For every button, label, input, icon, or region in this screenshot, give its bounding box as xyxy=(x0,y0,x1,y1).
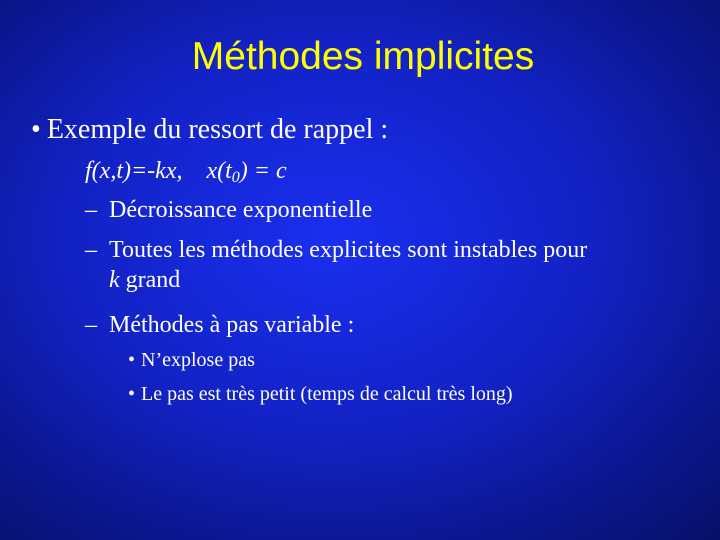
formula-right-prefix: x(t xyxy=(206,158,232,184)
subitem-continuation-text: grand xyxy=(119,267,181,293)
formula-right-suffix: ) = c xyxy=(239,158,287,184)
subitem-text: Décroissance exponentielle xyxy=(109,197,373,223)
subsubitem-text: N’explose pas xyxy=(141,349,255,371)
subsubitem-explose xyxy=(128,347,255,373)
subitem-decroissance xyxy=(85,195,372,225)
formula-line xyxy=(85,156,287,186)
dash-icon: – xyxy=(85,312,97,338)
main-bullet-item xyxy=(31,112,388,148)
subitem-variable-k: k xyxy=(109,267,120,293)
subitem-pas-variable xyxy=(85,310,354,340)
subsubitem-text: Le pas est très petit (temps de calcul très long) xyxy=(141,383,513,405)
subsubitem-pas-petit xyxy=(128,381,513,407)
formula-subscript: 0 xyxy=(231,169,240,186)
subitem-text: Toutes les méthodes explicites sont instables pour xyxy=(109,237,588,263)
slide-title: Méthodes implicites xyxy=(191,35,535,78)
subitem-methodes-explicites xyxy=(85,235,587,295)
dash-icon: – xyxy=(85,237,97,263)
dash-icon: – xyxy=(85,197,97,223)
formula-left: f(x,t)=-kx, xyxy=(85,158,183,184)
subitem-text: Méthodes à pas variable : xyxy=(109,312,355,338)
main-bullet-text: Exemple du ressort de rappel : xyxy=(46,114,389,145)
bullet-icon: • xyxy=(128,383,136,405)
subitem-continuation xyxy=(85,265,587,295)
bullet-icon: • xyxy=(128,349,136,371)
bullet-icon: • xyxy=(31,114,41,145)
